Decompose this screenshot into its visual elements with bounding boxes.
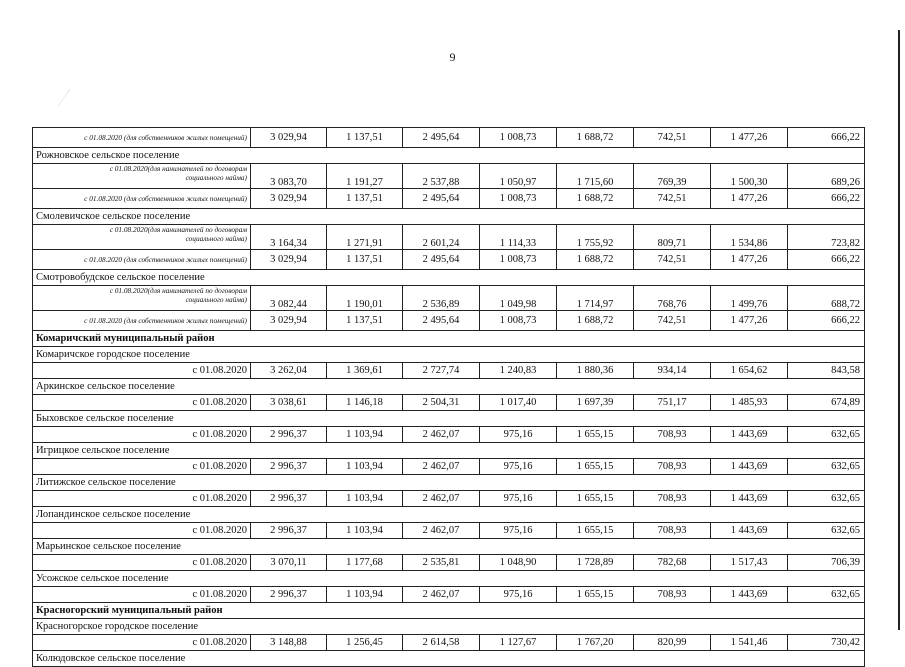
- tariff-value-col-1: 2 996,37: [251, 459, 327, 475]
- tariff-value-col-4: 1 008,73: [480, 250, 557, 270]
- settlement-header-row: [33, 619, 865, 635]
- tariff-value-col-8: 632,65: [788, 459, 865, 475]
- tariff-value-col-2: 1 177,68: [327, 555, 403, 571]
- tariff-value-col-2: 1 146,18: [327, 395, 403, 411]
- row-label: [33, 523, 251, 539]
- settlement-name: Красногорское городское поселение: [33, 619, 865, 635]
- tariff-row: [33, 286, 865, 311]
- tariff-value-col-6: 934,14: [634, 363, 711, 379]
- tariff-value-col-8: 706,39: [788, 555, 865, 571]
- settlement-name: Смотровобудское сельское поселение: [33, 270, 865, 286]
- tariff-value-col-4: 1 008,73: [480, 189, 557, 209]
- tariff-value-col-3: 2 462,07: [403, 459, 480, 475]
- settlement-header-row: [33, 443, 865, 459]
- scan-edge-line: [898, 30, 900, 630]
- row-label-line: с 01.08.2020: [192, 637, 247, 648]
- tariff-row: [33, 491, 865, 507]
- tariff-value-col-3: 2 462,07: [403, 491, 480, 507]
- settlement-header-row: [33, 475, 865, 491]
- tariff-value-col-2: 1 103,94: [327, 587, 403, 603]
- tariff-value-col-1: 3 029,94: [251, 189, 327, 209]
- scan-smudge: [58, 90, 82, 115]
- tariff-value-col-7: 1 534,86: [711, 225, 788, 250]
- tariff-value-col-1: 3 029,94: [251, 128, 327, 148]
- tariff-value-col-4: 975,16: [480, 459, 557, 475]
- settlement-name: Колюдовское сельское поселение: [33, 651, 865, 667]
- row-label-line: с 01.08.2020: [192, 493, 247, 504]
- tariff-value-col-7: 1 477,26: [711, 128, 788, 148]
- tariff-value-col-5: 1 655,15: [557, 427, 634, 443]
- settlement-header-row: [33, 270, 865, 286]
- tariff-value-col-4: 1 017,40: [480, 395, 557, 411]
- tariff-value-col-5: 1 697,39: [557, 395, 634, 411]
- tariff-value-col-6: 782,68: [634, 555, 711, 571]
- tariff-row: [33, 128, 865, 148]
- tariff-value-col-4: 1 048,90: [480, 555, 557, 571]
- tariff-value-col-6: 742,51: [634, 311, 711, 331]
- row-label: [33, 459, 251, 475]
- tariff-value-col-8: 666,22: [788, 250, 865, 270]
- tariff-row: [33, 189, 865, 209]
- tariff-value-col-1: 3 082,44: [251, 286, 327, 311]
- tariff-value-col-2: 1 137,51: [327, 189, 403, 209]
- tariff-row: [33, 363, 865, 379]
- tariff-value-col-8: 689,26: [788, 164, 865, 189]
- tariff-table: [32, 127, 865, 667]
- tariff-value-col-3: 2 495,64: [403, 311, 480, 331]
- row-label-line: с 01.08.2020: [192, 589, 247, 600]
- tariff-value-col-1: 3 038,61: [251, 395, 327, 411]
- tariff-value-col-2: 1 256,45: [327, 635, 403, 651]
- row-label-line: с 01.08.2020(для нанимателей по договорам: [109, 225, 247, 234]
- tariff-value-col-5: 1 688,72: [557, 128, 634, 148]
- settlement-name: Рожновское сельское поселение: [33, 148, 865, 164]
- row-label: [33, 128, 251, 148]
- tariff-value-col-6: 820,99: [634, 635, 711, 651]
- tariff-value-col-8: 730,42: [788, 635, 865, 651]
- tariff-row: [33, 164, 865, 189]
- tariff-value-col-1: 3 070,11: [251, 555, 327, 571]
- tariff-value-col-8: 688,72: [788, 286, 865, 311]
- tariff-value-col-7: 1 443,69: [711, 587, 788, 603]
- tariff-value-col-3: 2 462,07: [403, 587, 480, 603]
- row-label-line: с 01.08.2020: [192, 397, 247, 408]
- tariff-value-col-3: 2 536,89: [403, 286, 480, 311]
- row-label-line: с 01.08.2020 (для собственников жилых помещений): [84, 133, 247, 142]
- settlement-name: Игрицкое сельское поселение: [33, 443, 865, 459]
- row-label: [33, 555, 251, 571]
- tariff-value-col-4: 1 240,83: [480, 363, 557, 379]
- row-label: [33, 395, 251, 411]
- row-label: [33, 491, 251, 507]
- settlement-header-row: [33, 148, 865, 164]
- row-label: [33, 635, 251, 651]
- tariff-row: [33, 427, 865, 443]
- tariff-value-col-5: 1 767,20: [557, 635, 634, 651]
- tariff-value-col-3: 2 601,24: [403, 225, 480, 250]
- tariff-row: [33, 225, 865, 250]
- tariff-value-col-4: 975,16: [480, 587, 557, 603]
- row-label-line: социального найма): [185, 295, 247, 304]
- tariff-value-col-3: 2 614,58: [403, 635, 480, 651]
- tariff-value-col-5: 1 688,72: [557, 250, 634, 270]
- tariff-value-col-1: 3 262,04: [251, 363, 327, 379]
- tariff-value-col-8: 632,65: [788, 427, 865, 443]
- tariff-value-col-4: 1 114,33: [480, 225, 557, 250]
- tariff-value-col-7: 1 477,26: [711, 250, 788, 270]
- row-label: [33, 250, 251, 270]
- tariff-value-col-3: 2 727,74: [403, 363, 480, 379]
- row-label-line: с 01.08.2020: [192, 461, 247, 472]
- tariff-value-col-2: 1 103,94: [327, 491, 403, 507]
- tariff-value-col-7: 1 443,69: [711, 491, 788, 507]
- tariff-value-col-3: 2 537,88: [403, 164, 480, 189]
- tariff-value-col-7: 1 443,69: [711, 523, 788, 539]
- table-body: [33, 128, 865, 667]
- tariff-value-col-5: 1 655,15: [557, 491, 634, 507]
- tariff-row: [33, 395, 865, 411]
- tariff-value-col-4: 975,16: [480, 491, 557, 507]
- tariff-value-col-6: 742,51: [634, 250, 711, 270]
- tariff-value-col-5: 1 714,97: [557, 286, 634, 311]
- tariff-value-col-1: 2 996,37: [251, 427, 327, 443]
- tariff-value-col-5: 1 880,36: [557, 363, 634, 379]
- tariff-value-col-6: 708,93: [634, 427, 711, 443]
- tariff-value-col-7: 1 443,69: [711, 427, 788, 443]
- tariff-value-col-2: 1 137,51: [327, 311, 403, 331]
- settlement-header-row: [33, 571, 865, 587]
- row-label-line: с 01.08.2020: [192, 365, 247, 376]
- settlement-header-row: [33, 539, 865, 555]
- settlement-header-row: [33, 651, 865, 667]
- tariff-value-col-1: 2 996,37: [251, 523, 327, 539]
- row-label: [33, 363, 251, 379]
- row-label: [33, 164, 251, 189]
- settlement-name: Аркинское сельское поселение: [33, 379, 865, 395]
- tariff-value-col-1: 3 029,94: [251, 250, 327, 270]
- tariff-value-col-8: 632,65: [788, 491, 865, 507]
- tariff-value-col-5: 1 715,60: [557, 164, 634, 189]
- row-label-line: с 01.08.2020 (для собственников жилых помещений): [84, 316, 247, 325]
- tariff-value-col-3: 2 495,64: [403, 189, 480, 209]
- tariff-value-col-8: 666,22: [788, 311, 865, 331]
- settlement-header-row: [33, 347, 865, 363]
- tariff-row: [33, 587, 865, 603]
- row-label-line: с 01.08.2020(для нанимателей по договорам: [109, 164, 247, 173]
- tariff-value-col-6: 708,93: [634, 587, 711, 603]
- tariff-value-col-5: 1 655,15: [557, 523, 634, 539]
- tariff-row: [33, 555, 865, 571]
- tariff-row: [33, 311, 865, 331]
- tariff-value-col-1: 2 996,37: [251, 491, 327, 507]
- tariff-value-col-4: 1 050,97: [480, 164, 557, 189]
- settlement-header-row: [33, 209, 865, 225]
- row-label: [33, 311, 251, 331]
- row-label: [33, 286, 251, 311]
- tariff-value-col-2: 1 137,51: [327, 128, 403, 148]
- row-label-line: с 01.08.2020 (для собственников жилых помещений): [84, 255, 247, 264]
- tariff-value-col-7: 1 517,43: [711, 555, 788, 571]
- tariff-value-col-7: 1 500,30: [711, 164, 788, 189]
- settlement-header-row: [33, 507, 865, 523]
- row-label-line: с 01.08.2020: [192, 525, 247, 536]
- tariff-value-col-4: 1 008,73: [480, 128, 557, 148]
- tariff-value-col-3: 2 535,81: [403, 555, 480, 571]
- row-label: [33, 225, 251, 250]
- settlement-name: Лопандинское сельское поселение: [33, 507, 865, 523]
- tariff-value-col-2: 1 369,61: [327, 363, 403, 379]
- tariff-value-col-2: 1 271,91: [327, 225, 403, 250]
- row-label-line: с 01.08.2020: [192, 557, 247, 568]
- row-label-line: социального найма): [185, 234, 247, 243]
- tariff-value-col-6: 742,51: [634, 189, 711, 209]
- tariff-value-col-1: 3 164,34: [251, 225, 327, 250]
- tariff-value-col-8: 632,65: [788, 587, 865, 603]
- row-label: [33, 427, 251, 443]
- tariff-row: [33, 523, 865, 539]
- row-label-line: с 01.08.2020 (для собственников жилых помещений): [84, 194, 247, 203]
- tariff-value-col-7: 1 477,26: [711, 189, 788, 209]
- tariff-value-col-2: 1 137,51: [327, 250, 403, 270]
- tariff-value-col-6: 708,93: [634, 523, 711, 539]
- tariff-value-col-4: 1 049,98: [480, 286, 557, 311]
- page-number: 9: [449, 50, 456, 64]
- district-name: Красногорский муниципальный район: [33, 603, 865, 619]
- tariff-value-col-6: 809,71: [634, 225, 711, 250]
- tariff-value-col-3: 2 462,07: [403, 427, 480, 443]
- tariff-row: [33, 459, 865, 475]
- district-header-row: [33, 331, 865, 347]
- tariff-value-col-3: 2 462,07: [403, 523, 480, 539]
- tariff-value-col-4: 975,16: [480, 427, 557, 443]
- settlement-name: Смолевичское сельское поселение: [33, 209, 865, 225]
- settlement-name: Быховское сельское поселение: [33, 411, 865, 427]
- tariff-value-col-5: 1 655,15: [557, 459, 634, 475]
- tariff-value-col-8: 666,22: [788, 128, 865, 148]
- tariff-value-col-5: 1 688,72: [557, 189, 634, 209]
- settlement-header-row: [33, 379, 865, 395]
- tariff-value-col-7: 1 499,76: [711, 286, 788, 311]
- tariff-value-col-5: 1 755,92: [557, 225, 634, 250]
- tariff-value-col-4: 1 008,73: [480, 311, 557, 331]
- tariff-value-col-7: 1 541,46: [711, 635, 788, 651]
- tariff-value-col-6: 742,51: [634, 128, 711, 148]
- tariff-value-col-3: 2 504,31: [403, 395, 480, 411]
- tariff-value-col-8: 843,58: [788, 363, 865, 379]
- tariff-value-col-8: 666,22: [788, 189, 865, 209]
- tariff-value-col-3: 2 495,64: [403, 250, 480, 270]
- tariff-value-col-8: 674,89: [788, 395, 865, 411]
- row-label: [33, 189, 251, 209]
- settlement-name: Литижское сельское поселение: [33, 475, 865, 491]
- settlement-name: Комаричское городское поселение: [33, 347, 865, 363]
- tariff-value-col-7: 1 477,26: [711, 311, 788, 331]
- tariff-value-col-4: 975,16: [480, 523, 557, 539]
- tariff-value-col-6: 768,76: [634, 286, 711, 311]
- settlement-name: Усожское сельское поселение: [33, 571, 865, 587]
- tariff-value-col-1: 3 083,70: [251, 164, 327, 189]
- tariff-value-col-1: 3 148,88: [251, 635, 327, 651]
- settlement-header-row: [33, 411, 865, 427]
- tariff-value-col-2: 1 190,01: [327, 286, 403, 311]
- tariff-value-col-3: 2 495,64: [403, 128, 480, 148]
- tariff-value-col-2: 1 103,94: [327, 459, 403, 475]
- tariff-value-col-1: 2 996,37: [251, 587, 327, 603]
- settlement-name: Марьинское сельское поселение: [33, 539, 865, 555]
- tariff-row: [33, 635, 865, 651]
- row-label-line: с 01.08.2020(для нанимателей по договорам: [109, 286, 247, 295]
- row-label-line: социального найма): [185, 173, 247, 182]
- tariff-value-col-2: 1 103,94: [327, 427, 403, 443]
- tariff-value-col-5: 1 688,72: [557, 311, 634, 331]
- tariff-value-col-7: 1 654,62: [711, 363, 788, 379]
- tariff-value-col-2: 1 103,94: [327, 523, 403, 539]
- tariff-value-col-1: 3 029,94: [251, 311, 327, 331]
- tariff-value-col-2: 1 191,27: [327, 164, 403, 189]
- tariff-value-col-7: 1 485,93: [711, 395, 788, 411]
- row-label-line: с 01.08.2020: [192, 429, 247, 440]
- tariff-value-col-5: 1 728,89: [557, 555, 634, 571]
- tariff-value-col-8: 723,82: [788, 225, 865, 250]
- tariff-value-col-8: 632,65: [788, 523, 865, 539]
- tariff-value-col-5: 1 655,15: [557, 587, 634, 603]
- tariff-value-col-4: 1 127,67: [480, 635, 557, 651]
- tariff-value-col-6: 708,93: [634, 491, 711, 507]
- row-label: [33, 587, 251, 603]
- tariff-value-col-6: 769,39: [634, 164, 711, 189]
- tariff-value-col-7: 1 443,69: [711, 459, 788, 475]
- tariff-value-col-6: 751,17: [634, 395, 711, 411]
- tariff-row: [33, 250, 865, 270]
- tariff-value-col-6: 708,93: [634, 459, 711, 475]
- district-header-row: [33, 603, 865, 619]
- district-name: Комаричский муниципальный район: [33, 331, 865, 347]
